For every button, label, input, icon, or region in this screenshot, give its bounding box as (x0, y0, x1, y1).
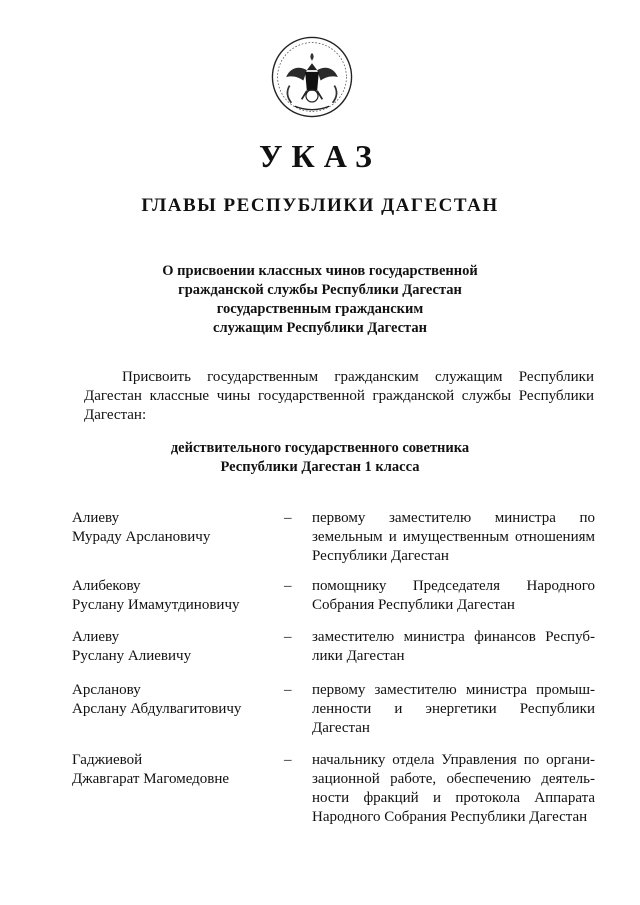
appointee-surname: Алиеву (72, 510, 120, 526)
appointee-surname: Алибекову (72, 578, 141, 594)
document-subtitle: ГЛАВЫ РЕСПУБЛИКИ ДАГЕСТАН (141, 195, 499, 216)
appointee-name (72, 509, 292, 547)
post-line: земельным и имущественным отношениям (312, 529, 595, 545)
separator-dash: – (284, 578, 292, 594)
post-line: ности фракций и протокола Аппарата (312, 790, 595, 806)
post-line: Республики Дагестан (312, 548, 449, 564)
post-line: заместителю министра финансов Респуб- (312, 629, 595, 645)
post-line: Дагестан (312, 720, 370, 736)
post-line: зационной работе, обеспечению деятель- (312, 771, 595, 787)
coat-of-arms-emblem (269, 34, 355, 120)
appointee-name (72, 681, 292, 719)
heading-line: гражданской службы Республики Дагестан (178, 282, 462, 298)
appointee-post (312, 628, 595, 666)
separator-dash: – (284, 752, 292, 768)
separator-dash: – (284, 629, 292, 645)
heading-line: О присвоении классных чинов государственной (162, 263, 478, 279)
appointee-post (312, 509, 595, 566)
post-line: ленности и энергетики Республики (312, 701, 595, 717)
post-line: лики Дагестан (312, 648, 405, 664)
appointee-name (72, 577, 292, 615)
decree-heading (130, 262, 510, 338)
appointee-post (312, 751, 595, 827)
appointee-name (72, 628, 292, 666)
heading-line: служащим Республики Дагестан (213, 320, 427, 336)
separator-dash: – (284, 682, 292, 698)
appointee-surname: Алиеву (72, 629, 120, 645)
appointee-given-name: Мураду Арслановичу (72, 529, 211, 545)
document-title: УКАЗ (259, 138, 381, 174)
intro-paragraph: Присвоить государственным гражданским служащим Республики Дагестан классные чины государственной гражданской службы Республики Дагестан: (84, 369, 594, 423)
appointee-given-name: Джавгарат Магомедовне (72, 771, 230, 787)
rank-heading (100, 439, 540, 477)
appointee-name (72, 751, 292, 789)
post-line: первому заместителю министра по (312, 510, 595, 526)
appointee-surname: Арсланову (72, 682, 141, 698)
separator-dash: – (284, 510, 292, 526)
appointee-post (312, 681, 595, 738)
appointee-surname: Гаджиевой (72, 752, 143, 768)
post-line: начальнику отдела Управления по органи- (312, 752, 595, 768)
appointee-given-name: Руслану Алиевичу (72, 648, 192, 664)
post-line: Народного Собрания Республики Дагестан (312, 809, 588, 825)
post-line: помощнику Председателя Народного (312, 578, 595, 594)
rank-line: Республики Дагестан 1 класса (220, 459, 420, 475)
heading-line: государственным гражданским (216, 301, 424, 317)
post-line: первому заместителю министра промыш- (312, 682, 595, 698)
rank-line: действительного государственного советника (170, 440, 470, 456)
appointee-given-name: Арслану Абдулвагитовичу (72, 701, 242, 717)
appointee-given-name: Руслану Имамутдиновичу (72, 597, 240, 613)
appointee-post (312, 577, 595, 615)
post-line: Собрания Республики Дагестан (312, 597, 515, 613)
